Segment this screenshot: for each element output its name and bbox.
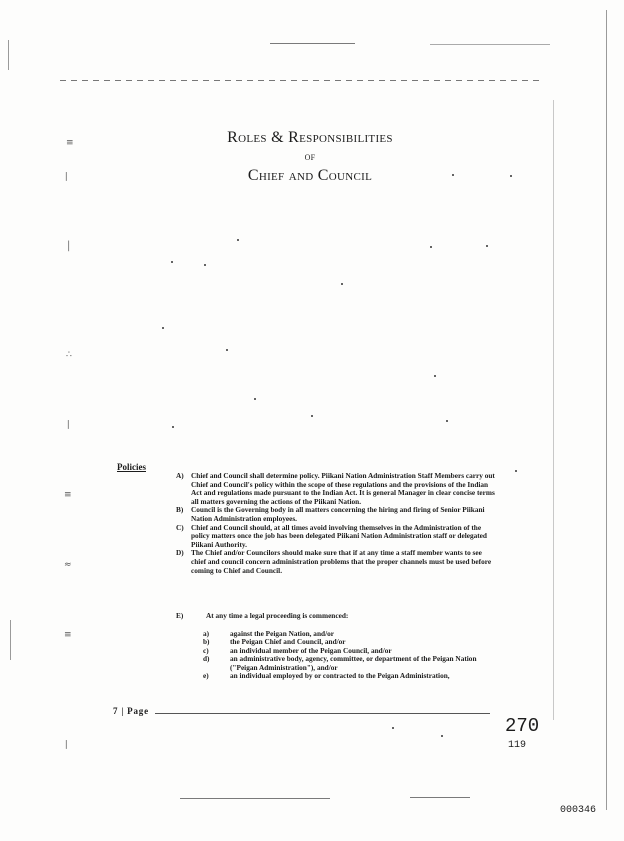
- policy-text: The Chief and/or Councilors should make sure that if at any time a staff member wants to see chief and council concern administration problems that the proper channels must be used before coming to Chief and Council.: [191, 548, 492, 575]
- margin-mark: ≈: [64, 560, 72, 570]
- scan-bottom-rule-2: [410, 797, 470, 798]
- speckle: [486, 245, 488, 247]
- speckle: [162, 327, 164, 329]
- title-line-chief-council: Chief and Council: [247, 167, 373, 184]
- list-marker: a): [203, 629, 210, 638]
- speckle: [510, 175, 512, 177]
- list-marker: e): [203, 671, 209, 681]
- policy-item-a: [176, 472, 496, 506]
- speckle: [226, 349, 228, 351]
- document-title: [190, 128, 430, 186]
- margin-mark: ≡: [66, 138, 74, 148]
- scan-left-edge: [8, 40, 9, 70]
- title-line-of: of: [304, 151, 316, 163]
- margin-mark: ∣: [64, 740, 69, 750]
- list-marker: d): [203, 654, 210, 664]
- policy-item-c: [176, 524, 496, 550]
- policy-list: [176, 472, 496, 575]
- list-text: against the Peigan Nation, and/or: [230, 629, 334, 638]
- legal-proceeding-list: [203, 630, 503, 680]
- speckle: [446, 420, 448, 422]
- scan-top-rule-2: [430, 44, 550, 45]
- speckle: [172, 426, 174, 428]
- policy-text: Council is the Governing body in all matters concerning the hiring and firing of Senior Piikani Nation Administration employees.: [191, 505, 485, 523]
- scan-right-edge: [606, 10, 607, 810]
- speckle: [441, 735, 443, 737]
- list-text: the Peigan Chief and Council, and/or: [230, 637, 346, 647]
- policy-text: Chief and Council shall determine policy. Piikani Nation Administration Staff Members carry out Chief and Council's policy within the scope of these regulations and the provisions of the Indian Act and regulations made pursuant to the Indian Act. It is general Manager in clear concise terms all matters governing the actions of the Piikani Nation.: [191, 471, 495, 506]
- list-text: an individual member of the Peigan Council, and/or: [230, 645, 392, 655]
- margin-mark: ∴: [66, 350, 72, 360]
- policy-marker: D): [176, 548, 184, 558]
- handwritten-number: 270: [505, 715, 540, 737]
- speckle: [434, 375, 436, 377]
- speckle: [392, 727, 394, 729]
- speckle: [515, 470, 517, 472]
- policy-item-b: [176, 506, 496, 523]
- scan-top-dashes: [60, 80, 540, 81]
- list-item: [203, 672, 503, 680]
- speckle: [311, 415, 313, 417]
- title-line-roles: Roles & Responsibilities: [227, 129, 393, 146]
- margin-mark: ∣: [66, 420, 71, 430]
- policy-marker: E): [176, 611, 184, 620]
- speckle: [237, 239, 239, 241]
- scan-right-edge-2: [553, 100, 554, 720]
- policies-heading: Policies: [117, 462, 146, 472]
- policy-text: Chief and Council should, at all times avoid involving themselves in the Administration of the policy matters once the job has been delegated Piikani Nation Administration staff or delegated Piikani Authority.: [191, 522, 487, 549]
- speckle: [254, 398, 256, 400]
- policy-marker: B): [176, 505, 184, 515]
- policy-marker: C): [176, 522, 184, 532]
- bates-number: 000346: [560, 805, 597, 816]
- speckle: [430, 246, 432, 248]
- list-marker: b): [203, 637, 210, 647]
- list-text: an administrative body, agency, committee, or department of the Peigan Nation ("Peigan Administration"), and/or: [230, 654, 477, 672]
- policy-item-d: [176, 549, 496, 575]
- margin-mark: ∣: [64, 172, 69, 182]
- speckle: [341, 283, 343, 285]
- list-item: [203, 655, 503, 672]
- speckle: [204, 264, 206, 266]
- scan-bottom-rule: [180, 798, 330, 799]
- speckle: [452, 174, 454, 176]
- list-text: an individual employed by or contracted to the Peigan Administration,: [230, 671, 450, 681]
- policy-text: At any time a legal proceeding is commenced:: [206, 611, 349, 620]
- margin-mark: │: [66, 242, 72, 252]
- policy-marker: A): [176, 471, 184, 480]
- margin-mark: ≡: [64, 490, 72, 500]
- page-number: 7 | Page: [113, 706, 149, 716]
- small-number-stamp: 119: [508, 740, 527, 751]
- margin-mark: ≡: [64, 630, 72, 640]
- scan-top-rule: [270, 43, 355, 44]
- scan-left-edge-2: [10, 620, 11, 660]
- footer-rule: [155, 713, 490, 714]
- list-marker: c): [203, 645, 209, 655]
- speckle: [171, 261, 173, 263]
